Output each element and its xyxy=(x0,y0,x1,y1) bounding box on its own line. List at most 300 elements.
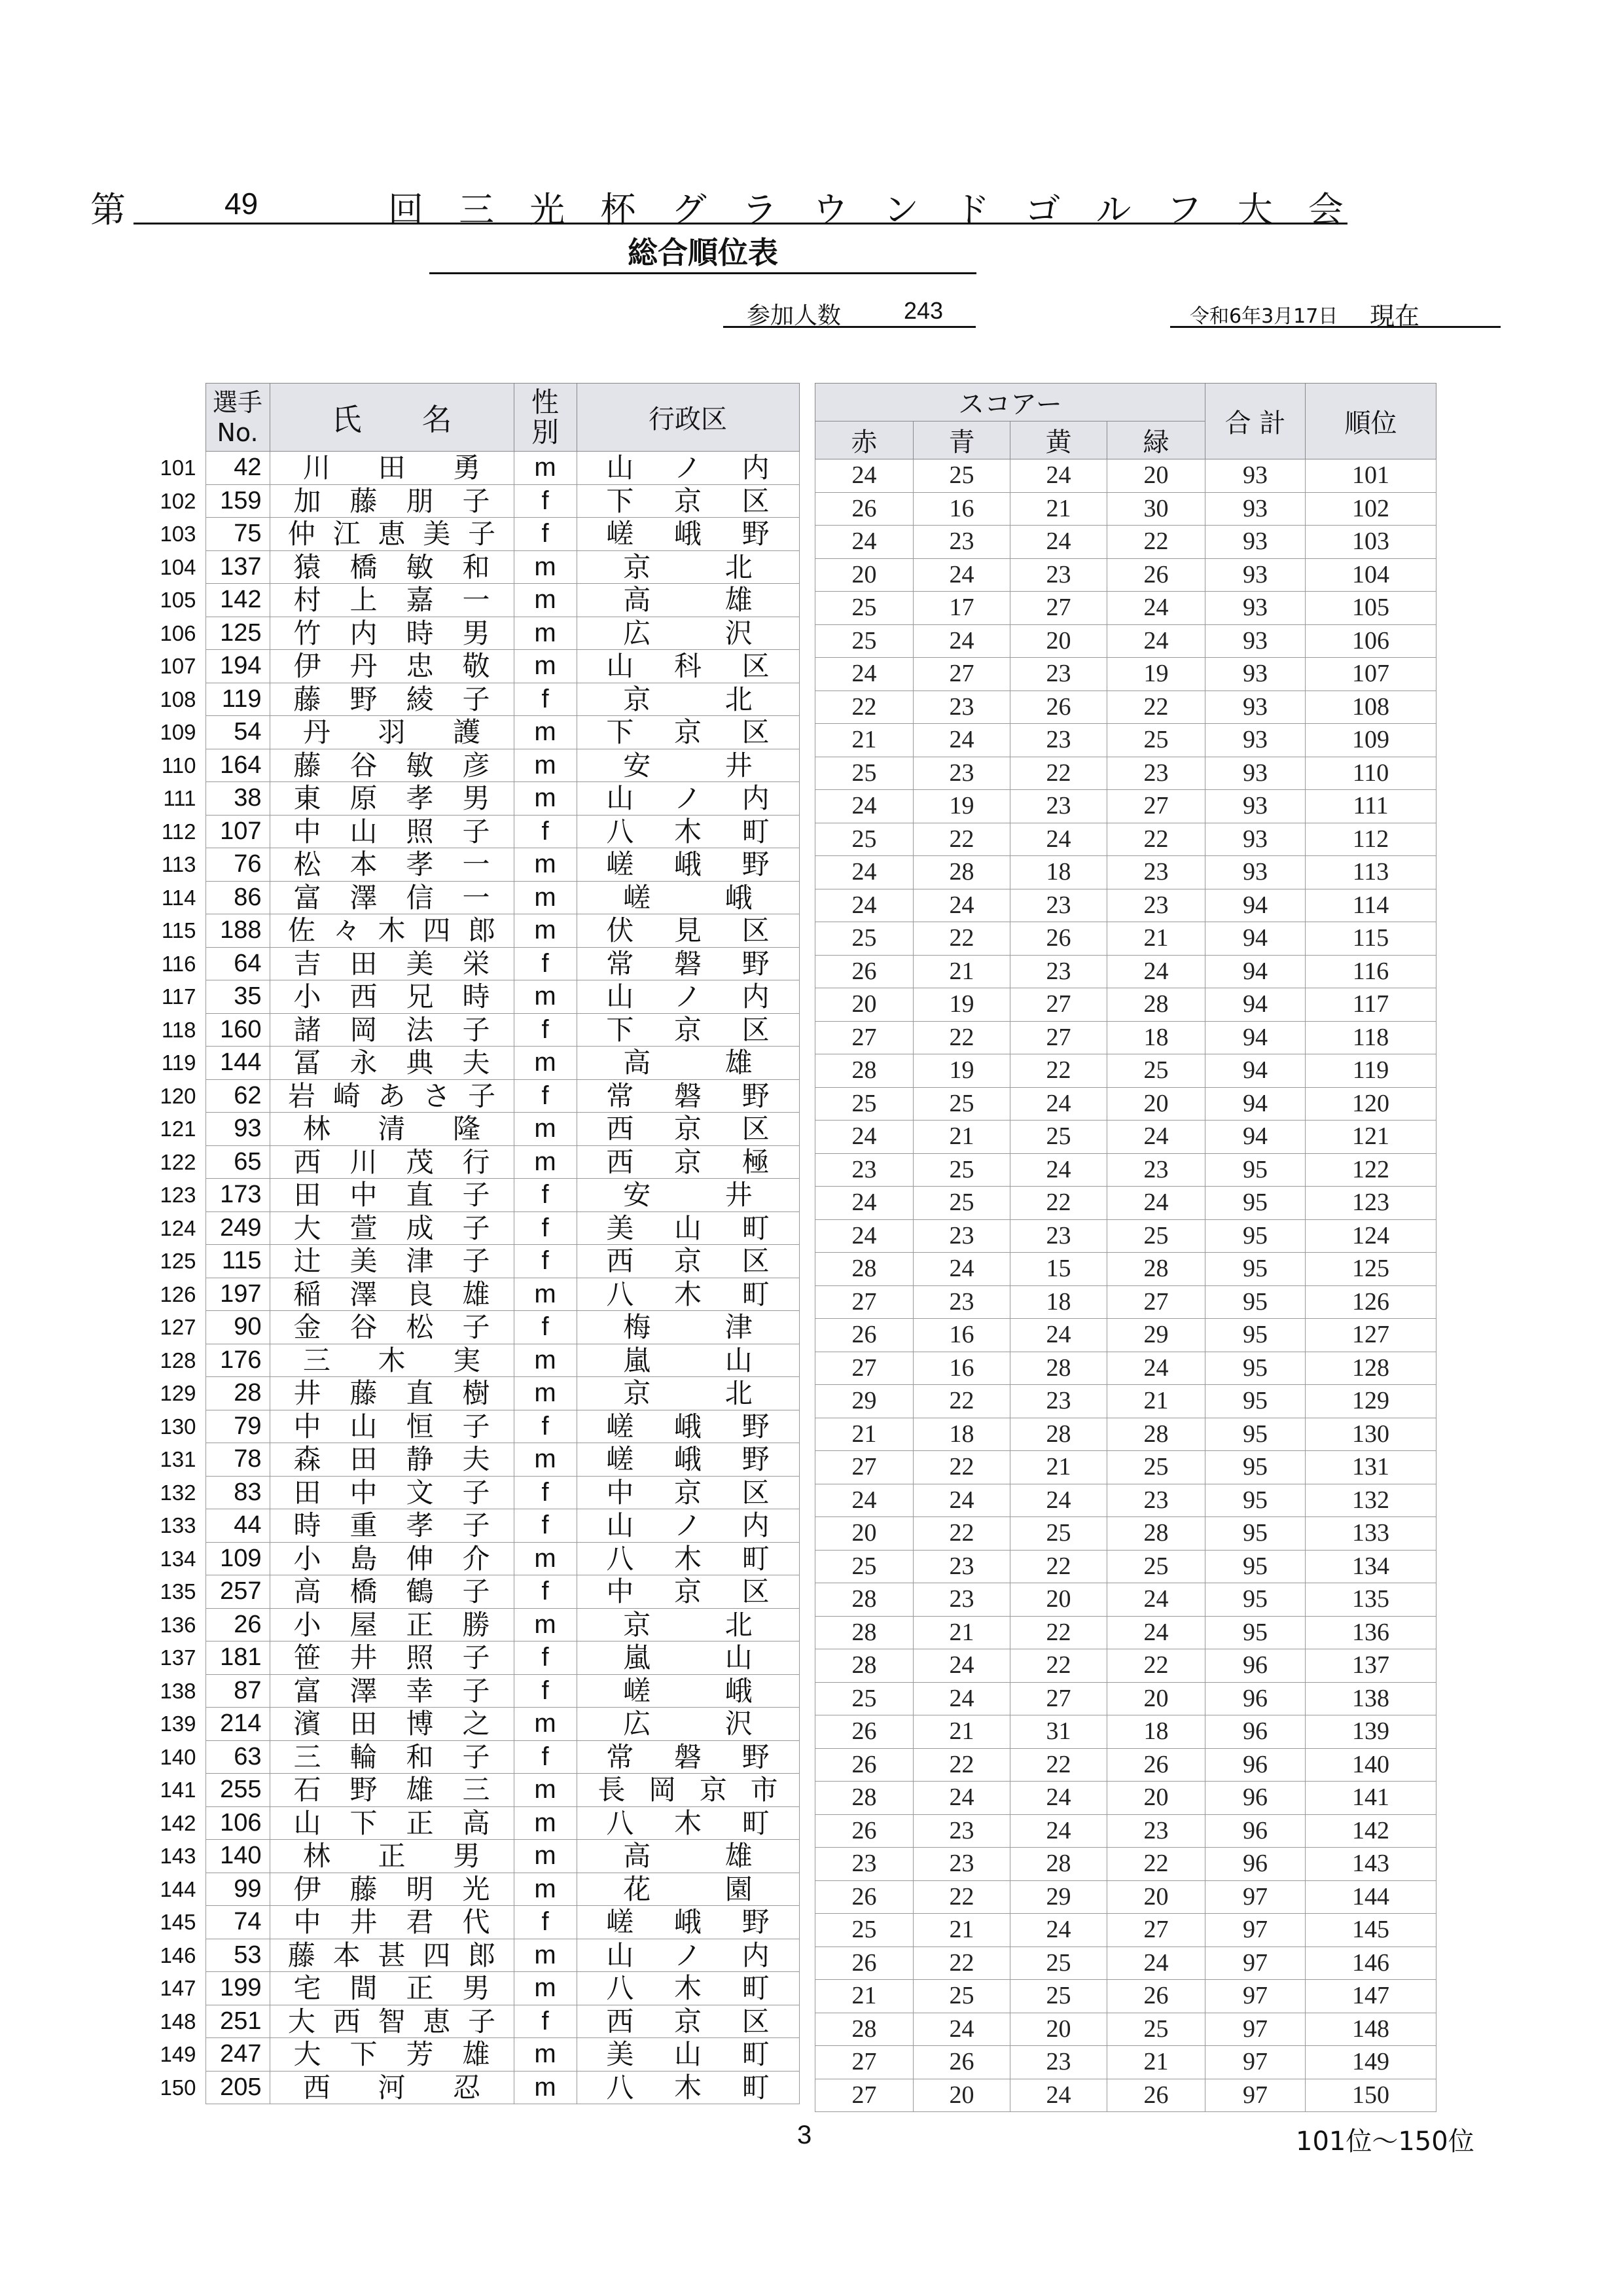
player-name: 小 西 兄 時 xyxy=(293,980,490,1013)
score-row xyxy=(815,691,1436,724)
green-score: 20 xyxy=(1107,1880,1205,1914)
blue-score: 22 xyxy=(914,1021,1010,1054)
participants-value: 243 xyxy=(904,297,944,324)
row-number: 117 xyxy=(161,984,196,1009)
row-number: 109 xyxy=(160,720,196,745)
blue-score: 21 xyxy=(914,955,1010,988)
player-sex: f xyxy=(514,484,577,518)
player-number: 64 xyxy=(205,947,270,980)
player-name-cell xyxy=(270,1278,514,1311)
total-score: 96 xyxy=(1205,1748,1306,1782)
area-cell xyxy=(577,1873,799,1906)
title-char: ン xyxy=(883,189,919,230)
area-cell xyxy=(577,1774,799,1807)
area-cell xyxy=(577,1708,799,1741)
area-cell xyxy=(577,1079,799,1113)
player-name: 大 萱 成 子 xyxy=(293,1211,490,1244)
row-number: 138 xyxy=(160,1678,196,1703)
green-score: 25 xyxy=(1107,1219,1205,1253)
yellow-score: 28 xyxy=(1010,1352,1107,1385)
total-score: 93 xyxy=(1205,823,1306,856)
player-name: 中 山 恒 子 xyxy=(293,1410,490,1443)
yellow-score: 22 xyxy=(1010,1748,1107,1782)
player-name-cell xyxy=(270,484,514,518)
table-row xyxy=(145,1806,799,1840)
score-row xyxy=(815,2079,1436,2112)
player-name-cell xyxy=(270,1840,514,1873)
title-underline xyxy=(134,223,1347,224)
red-score: 24 xyxy=(815,856,914,889)
area-name: 下 京 区 xyxy=(606,1013,770,1046)
rank: 123 xyxy=(1306,1187,1436,1220)
total-score: 93 xyxy=(1205,459,1306,493)
area-cell xyxy=(577,1047,799,1080)
player-name: 竹 内 時 男 xyxy=(293,617,490,649)
player-number: 109 xyxy=(205,1542,270,1575)
blue-score: 22 xyxy=(914,922,1010,956)
green-score: 20 xyxy=(1107,1782,1205,1815)
row-number: 122 xyxy=(160,1149,196,1174)
blue-score: 21 xyxy=(914,1121,1010,1154)
red-score: 24 xyxy=(815,1121,914,1154)
yellow-score: 18 xyxy=(1010,856,1107,889)
total-score: 97 xyxy=(1205,1946,1306,1980)
table-row xyxy=(145,1972,799,2005)
player-name: 藤 本 甚 四 郎 xyxy=(287,1939,496,1971)
player-name: 石 野 雄 三 xyxy=(293,1774,490,1806)
green-score: 27 xyxy=(1107,1914,1205,1947)
red-header: 赤 xyxy=(815,422,914,459)
yellow-score: 24 xyxy=(1010,526,1107,559)
area-cell xyxy=(577,1278,799,1311)
area-cell xyxy=(577,683,799,716)
total-score: 93 xyxy=(1205,724,1306,757)
area-cell xyxy=(577,1509,799,1543)
blue-score: 22 xyxy=(914,1517,1010,1551)
area-name: 常 磐 野 xyxy=(606,1740,770,1773)
row-number: 148 xyxy=(160,2009,196,2034)
row-number: 141 xyxy=(160,1778,196,1803)
score-row xyxy=(815,1319,1436,1352)
blue-score: 23 xyxy=(914,526,1010,559)
red-score: 23 xyxy=(815,1848,914,1881)
blue-score: 23 xyxy=(914,1285,1010,1319)
row-number: 119 xyxy=(161,1050,196,1075)
area-cell xyxy=(577,1344,799,1377)
blue-score: 24 xyxy=(914,624,1010,658)
player-name-cell xyxy=(270,1641,514,1675)
score-row xyxy=(815,2046,1436,2079)
sex-header: 性 別 xyxy=(514,384,577,452)
green-score: 23 xyxy=(1107,1484,1205,1517)
rank: 141 xyxy=(1306,1782,1436,1815)
table-row xyxy=(145,1377,799,1410)
player-name: 中 井 君 代 xyxy=(293,1906,490,1939)
green-score: 29 xyxy=(1107,1319,1205,1352)
score-row xyxy=(815,1583,1436,1617)
blue-score: 24 xyxy=(914,1484,1010,1517)
player-sex: m xyxy=(514,914,577,948)
blue-score: 23 xyxy=(914,1814,1010,1848)
player-name: 冨 永 典 夫 xyxy=(293,1047,490,1079)
yellow-score: 27 xyxy=(1010,1682,1107,1715)
table-row xyxy=(145,914,799,948)
row-number: 120 xyxy=(160,1083,196,1108)
rank: 136 xyxy=(1306,1616,1436,1649)
area-cell xyxy=(577,1476,799,1509)
area-cell xyxy=(577,1179,799,1212)
player-name-cell xyxy=(270,1575,514,1609)
green-score: 21 xyxy=(1107,922,1205,956)
rank: 122 xyxy=(1306,1153,1436,1187)
red-score: 25 xyxy=(815,1087,914,1121)
yellow-score: 24 xyxy=(1010,1087,1107,1121)
score-row xyxy=(815,724,1436,757)
row-number: 113 xyxy=(161,852,196,877)
blue-score: 25 xyxy=(914,1087,1010,1121)
red-score: 27 xyxy=(815,1451,914,1484)
rank: 143 xyxy=(1306,1848,1436,1881)
red-score: 24 xyxy=(815,526,914,559)
table-row xyxy=(145,782,799,816)
participants-box xyxy=(723,295,976,328)
score-row xyxy=(815,1980,1436,2013)
total-header: 合 計 xyxy=(1205,384,1306,459)
yellow-score: 28 xyxy=(1010,1418,1107,1451)
player-name: 田 中 文 子 xyxy=(293,1476,490,1509)
red-score: 29 xyxy=(815,1385,914,1418)
score-row xyxy=(815,922,1436,956)
player-name: 西 川 茂 行 xyxy=(293,1145,490,1178)
table-row xyxy=(145,1113,799,1146)
blue-score: 24 xyxy=(914,2013,1010,2046)
red-score: 28 xyxy=(815,1649,914,1683)
blue-score: 25 xyxy=(914,1187,1010,1220)
rank: 144 xyxy=(1306,1880,1436,1914)
row-number: 115 xyxy=(161,918,196,943)
player-number: 181 xyxy=(205,1641,270,1675)
total-score: 96 xyxy=(1205,1649,1306,1683)
score-row xyxy=(815,1219,1436,1253)
player-name-cell xyxy=(270,452,514,485)
player-number: 140 xyxy=(205,1840,270,1873)
player-sex: m xyxy=(514,1344,577,1377)
player-name: 三 木 実 xyxy=(302,1344,481,1376)
row-number: 107 xyxy=(160,654,196,679)
total-score: 94 xyxy=(1205,955,1306,988)
rank: 114 xyxy=(1306,889,1436,922)
player-name-cell xyxy=(270,650,514,683)
yellow-score: 22 xyxy=(1010,1187,1107,1220)
table-row xyxy=(145,1873,799,1906)
player-name-cell xyxy=(270,1344,514,1377)
yellow-score: 23 xyxy=(1010,2046,1107,2079)
table-row xyxy=(145,584,799,617)
yellow-score: 21 xyxy=(1010,492,1107,526)
green-score: 19 xyxy=(1107,658,1205,691)
player-number: 107 xyxy=(205,815,270,848)
player-number: 164 xyxy=(205,749,270,782)
yellow-score: 18 xyxy=(1010,1285,1107,1319)
area-name: 広 沢 xyxy=(623,1708,753,1740)
red-score: 21 xyxy=(815,1418,914,1451)
player-sex: m xyxy=(514,749,577,782)
rank: 113 xyxy=(1306,856,1436,889)
red-score: 20 xyxy=(815,558,914,592)
yellow-score: 23 xyxy=(1010,558,1107,592)
area-cell xyxy=(577,782,799,816)
area-cell xyxy=(577,1641,799,1675)
row-number: 149 xyxy=(160,2042,196,2067)
player-sex: f xyxy=(514,1740,577,1774)
blue-score: 20 xyxy=(914,2079,1010,2112)
player-name: 小 屋 正 勝 xyxy=(293,1608,490,1641)
table-row xyxy=(145,1311,799,1344)
score-row xyxy=(815,955,1436,988)
player-name: 金 谷 松 子 xyxy=(293,1311,490,1344)
player-sex: f xyxy=(514,1079,577,1113)
player-name-cell xyxy=(270,848,514,882)
blue-score: 24 xyxy=(914,1682,1010,1715)
player-number: 26 xyxy=(205,1608,270,1641)
red-score: 25 xyxy=(815,1682,914,1715)
rank: 119 xyxy=(1306,1054,1436,1088)
player-name: 吉 田 美 栄 xyxy=(293,947,490,980)
table-row xyxy=(145,1641,799,1675)
player-name: 林 清 隆 xyxy=(302,1113,481,1145)
player-name-cell xyxy=(270,1443,514,1477)
player-sex: m xyxy=(514,1377,577,1410)
area-name: 山 ノ 内 xyxy=(606,980,770,1013)
player-sex: m xyxy=(514,1774,577,1807)
score-row xyxy=(815,1385,1436,1418)
green-score: 26 xyxy=(1107,1980,1205,2013)
green-score: 23 xyxy=(1107,1153,1205,1187)
score-row xyxy=(815,492,1436,526)
score-row xyxy=(815,2013,1436,2046)
total-score: 94 xyxy=(1205,1121,1306,1154)
blue-score: 16 xyxy=(914,492,1010,526)
player-name-cell xyxy=(270,716,514,749)
red-score: 26 xyxy=(815,1814,914,1848)
table-row xyxy=(145,1509,799,1543)
player-number: 28 xyxy=(205,1377,270,1410)
area-name: 西 京 区 xyxy=(606,2005,770,2037)
player-sex: m xyxy=(514,1443,577,1477)
total-score: 94 xyxy=(1205,988,1306,1022)
row-number: 102 xyxy=(160,488,196,513)
area-name: 中 京 区 xyxy=(606,1476,770,1509)
area-cell xyxy=(577,914,799,948)
rank: 131 xyxy=(1306,1451,1436,1484)
player-sex: f xyxy=(514,683,577,716)
row-number: 150 xyxy=(160,2075,196,2100)
area-name: 西 京 極 xyxy=(606,1145,770,1178)
yellow-score: 24 xyxy=(1010,823,1107,856)
title-row xyxy=(90,182,1370,229)
area-name: 常 磐 野 xyxy=(606,947,770,980)
table-row xyxy=(145,1344,799,1377)
red-score: 24 xyxy=(815,658,914,691)
score-row xyxy=(815,1517,1436,1551)
green-score: 27 xyxy=(1107,790,1205,823)
score-row xyxy=(815,1153,1436,1187)
yellow-score: 26 xyxy=(1010,922,1107,956)
green-score: 25 xyxy=(1107,1451,1205,1484)
player-name: 辻 美 津 子 xyxy=(293,1245,490,1278)
total-score: 95 xyxy=(1205,1219,1306,1253)
table-row xyxy=(145,1145,799,1179)
player-name: 大 下 芳 雄 xyxy=(293,2038,490,2071)
area-name: 京 北 xyxy=(623,1608,753,1641)
score-row xyxy=(815,1253,1436,1286)
title-dai: 第 xyxy=(90,189,126,230)
rank: 137 xyxy=(1306,1649,1436,1683)
player-name: 藤 谷 敏 彦 xyxy=(293,749,490,781)
rank: 128 xyxy=(1306,1352,1436,1385)
score-row xyxy=(815,1782,1436,1815)
table-row xyxy=(145,683,799,716)
total-score: 95 xyxy=(1205,1418,1306,1451)
area-cell xyxy=(577,2071,799,2104)
row-number: 116 xyxy=(161,951,196,976)
player-number: 249 xyxy=(205,1211,270,1245)
red-score: 28 xyxy=(815,1253,914,1286)
player-sex: f xyxy=(514,1211,577,1245)
page-number: 3 xyxy=(797,2121,812,2149)
area-cell xyxy=(577,2005,799,2038)
area-cell xyxy=(577,1740,799,1774)
blue-score: 23 xyxy=(914,1219,1010,1253)
player-sex: m xyxy=(514,782,577,816)
score-row xyxy=(815,1451,1436,1484)
player-number: 144 xyxy=(205,1047,270,1080)
area-name: 嵯 峨 xyxy=(623,881,753,914)
red-score: 25 xyxy=(815,592,914,625)
green-score: 26 xyxy=(1107,1748,1205,1782)
table-row xyxy=(145,947,799,980)
green-score: 18 xyxy=(1107,1715,1205,1749)
red-score: 25 xyxy=(815,922,914,956)
player-name: 中 山 照 子 xyxy=(293,815,490,848)
title-char: グ xyxy=(671,189,707,230)
table-row xyxy=(145,815,799,848)
green-score: 26 xyxy=(1107,2079,1205,2112)
red-score: 20 xyxy=(815,1517,914,1551)
area-name: 梅 津 xyxy=(623,1311,753,1344)
yellow-score: 24 xyxy=(1010,1153,1107,1187)
player-number: 160 xyxy=(205,1013,270,1047)
row-number: 133 xyxy=(160,1513,196,1538)
yellow-score: 25 xyxy=(1010,1121,1107,1154)
area-name: 嵯 峨 野 xyxy=(606,1443,770,1476)
row-number: 144 xyxy=(160,1876,196,1901)
green-score: 22 xyxy=(1107,1848,1205,1881)
area-name: 下 京 区 xyxy=(606,484,770,517)
red-score: 26 xyxy=(815,1319,914,1352)
yellow-score: 28 xyxy=(1010,1848,1107,1881)
area-name: 京 北 xyxy=(623,1377,753,1410)
red-score: 27 xyxy=(815,1021,914,1054)
player-table xyxy=(145,383,800,2104)
green-score: 23 xyxy=(1107,856,1205,889)
player-name-cell xyxy=(270,1542,514,1575)
player-sex: m xyxy=(514,848,577,882)
player-number: 159 xyxy=(205,484,270,518)
yellow-score: 23 xyxy=(1010,1385,1107,1418)
blue-score: 24 xyxy=(914,1649,1010,1683)
area-cell xyxy=(577,947,799,980)
player-name: 高 橋 鶴 子 xyxy=(293,1575,490,1608)
player-name-cell xyxy=(270,2038,514,2072)
row-number: 112 xyxy=(161,819,196,844)
table-row xyxy=(145,1840,799,1873)
rank: 117 xyxy=(1306,988,1436,1022)
row-number: 121 xyxy=(160,1117,196,1141)
rank: 109 xyxy=(1306,724,1436,757)
yellow-score: 23 xyxy=(1010,1219,1107,1253)
player-number: 87 xyxy=(205,1674,270,1708)
total-score: 93 xyxy=(1205,691,1306,724)
player-number: 173 xyxy=(205,1179,270,1212)
area-cell xyxy=(577,716,799,749)
red-score: 24 xyxy=(815,1484,914,1517)
yellow-score: 24 xyxy=(1010,1914,1107,1947)
yellow-score: 27 xyxy=(1010,988,1107,1022)
blue-score: 24 xyxy=(914,558,1010,592)
player-name: 猿 橋 敏 和 xyxy=(293,550,490,583)
area-cell xyxy=(577,617,799,650)
area-cell xyxy=(577,1972,799,2005)
red-score: 25 xyxy=(815,1550,914,1583)
score-row xyxy=(815,526,1436,559)
row-number: 145 xyxy=(160,1910,196,1935)
score-row xyxy=(815,1418,1436,1451)
rank: 126 xyxy=(1306,1285,1436,1319)
green-score: 21 xyxy=(1107,1385,1205,1418)
total-score: 93 xyxy=(1205,492,1306,526)
row-number: 124 xyxy=(160,1215,196,1240)
green-score: 22 xyxy=(1107,1649,1205,1683)
total-score: 94 xyxy=(1205,1021,1306,1054)
title-char: フ xyxy=(1166,189,1202,230)
page-subtitle: 総合順位表 xyxy=(628,235,778,270)
player-number: 99 xyxy=(205,1873,270,1906)
area-cell xyxy=(577,1311,799,1344)
blue-score: 16 xyxy=(914,1352,1010,1385)
blue-score: 18 xyxy=(914,1418,1010,1451)
blue-score: 22 xyxy=(914,1880,1010,1914)
player-name-cell xyxy=(270,1476,514,1509)
table-row xyxy=(145,1245,799,1278)
player-sex: f xyxy=(514,1509,577,1543)
player-sex: m xyxy=(514,1113,577,1146)
player-sex: m xyxy=(514,1278,577,1311)
title-char: 光 xyxy=(529,189,565,230)
table-row xyxy=(145,2005,799,2038)
red-score: 25 xyxy=(815,624,914,658)
rank: 104 xyxy=(1306,558,1436,592)
player-name-cell xyxy=(270,1245,514,1278)
player-name: 濱 田 博 之 xyxy=(293,1708,490,1740)
yellow-score: 29 xyxy=(1010,1880,1107,1914)
player-number: 137 xyxy=(205,550,270,584)
total-score: 96 xyxy=(1205,1814,1306,1848)
player-name-cell xyxy=(270,1013,514,1047)
as-of-label: 現在 xyxy=(1370,302,1420,331)
area-name: 花 園 xyxy=(623,1873,753,1905)
player-number: 142 xyxy=(205,584,270,617)
